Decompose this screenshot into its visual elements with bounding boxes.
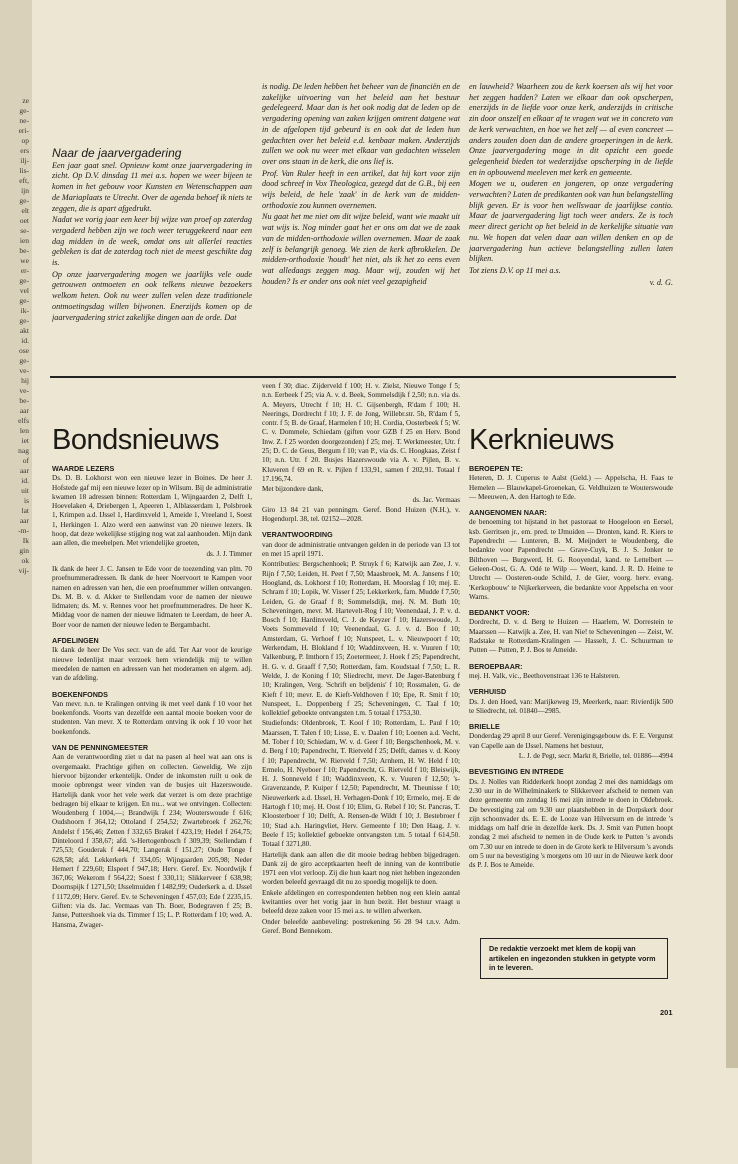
- kerknieuws-column: [469, 458, 673, 928]
- gutter-fragment: be-: [19, 396, 29, 405]
- editorial-notice-box: [480, 938, 668, 979]
- gutter-fragment: aar: [19, 466, 29, 475]
- gutter-fragment: ge-: [19, 106, 29, 115]
- editorial-notice: De redaktie verzoekt met klem de kopij van artikelen en ingezonden stukken in getypte vorm in te leveren.: [489, 944, 656, 972]
- verantwoording-paragraph: Onder beleefde aanbeveling: postrekening 56 28 94 t.n.v. Adm. Geref. Bond Bennekom.: [262, 917, 460, 935]
- gutter-fragment: ge-: [19, 356, 29, 365]
- gutter-fragment: elfs: [18, 416, 29, 425]
- section-heading: BEROEPBAAR:: [469, 661, 523, 671]
- gutter-fragment: ge-: [19, 196, 29, 205]
- gutter-fragment: aar: [19, 516, 29, 525]
- verantwoording-column: [262, 382, 460, 1018]
- adjacent-page-gutter: [0, 0, 32, 1164]
- verantwoording-paragraph: van door de administratie ontvangen gelden in de periode van 13 tot en met 15 april 1971.: [262, 540, 460, 559]
- gutter-fragment: oet: [19, 216, 29, 225]
- gutter-fragment: ers: [20, 146, 29, 155]
- section-text: Aan de verantwoording ziet u dat na pasen al heel wat aan ons is overgemaakt. Prachtige giften en collecten. Geweldig. We zijn hiervoor bijzonder erkentelijk. Onder de inkomsten ruilt u ook de mooie opbrengst weer vinden van de busjes uit Hazerswoude. Hartelijk dank voor het vele werk dat verzet is om deze prachtige bedragen bij elkaar te krijgen. En nu... wat we ontvingen. Collecten: Woudenberg f 1004,—; Brandwijk f 234; Wouterswoude f 616; Oudshoorn f 364,12; Ottoland f 254,52; Zwartebroek f 262,76; Andelst f 156,46; Zetten f 332,65 Brakel f 423,19; Hedel f 264,75; Dinteloord f 358,67; afd. 's-Hertogenbosch f 309,39; Stellendam f 725,53; Gouderak f 444,70; Langerak f 151,27; Oude Tonge f 628,58; afd. Lekkerkerk f 334,05; Wijngaarden 205,98; Neder Hemert f 229,60; Elspeet f 947,18; Herv. Geref. Ev. Noordwijk f 367,06; Wekerom f 564,22; Soest f 330,11; Slikkerveer f 638,98; Doornspijk f 1271,50; IJsselmuiden f 1482,99; Ouderkerk a. d. IJssel f 1172,09; Herv. Geref. Ev. te Scheveningen f 457,03; Ede f 2235,15. Giften: via ds. Jac. Vermaas van Th. Boer, Bodegraven f 25; B. Janse, Puttershoek via ds. Timmer f 15; L. P. Rotterdam f 10; wed. A. Hansma, Zwager-: [52, 753, 252, 929]
- gutter-fragment: ijn: [21, 186, 29, 195]
- gutter-fragment: gin: [19, 546, 29, 555]
- section-text: mej. H. Valk, vic., Beethovenstraat 136 te Halsteren.: [469, 671, 620, 680]
- section-text: Donderdag 29 april 8 uur Geref. Verenigingsgebouw ds. F. E. Vergunst van Capelle aan de IJssel. Namens het bestuur,: [469, 732, 673, 750]
- gutter-fragment: ge-: [19, 276, 29, 285]
- section-heading: VAN DE PENNINGMEESTER: [52, 743, 149, 753]
- gutter-fragment: iet: [21, 436, 29, 445]
- jaarvergadering-col-1: [52, 148, 252, 370]
- gutter-fragment: er-: [20, 266, 29, 275]
- gutter-fragment: ne-: [19, 116, 29, 125]
- gutter-fragment: ok: [21, 556, 29, 565]
- gutter-fragment: se-: [20, 226, 29, 235]
- gutter-fragment: ve-: [19, 366, 29, 375]
- section-signature: ds. J. J. Timmer: [206, 549, 252, 558]
- section-text: Dordrecht, D. v. d. Berg te Huizen — Haarlem, W. Dorrestein te Maarssen — Katwijk a. Zee, H. van Nie! te Scheveningen — Zeist, W. Radstake te Rotterdam-Kralingen — Hasselt, J. C. Schuurman te Putten — Putten, P. J. Bos te Ameide.: [469, 618, 673, 655]
- gutter-fragment: of: [22, 456, 29, 465]
- thanks-line: Met bijzondere dank,: [262, 485, 324, 494]
- verantwoording-paragraph: Hartelijk dank aan allen die dit mooie bedrag hebben bijgedragen. Dank zij de giro acceptkaarten heeft de inning van de kontributie 1971 een vlot verloop. Zij die hun kaart nog niet hebben ingezonden worden beleefd gevraagd dit nu zo spoedig mogelijk te doen.: [262, 850, 460, 887]
- gutter-fragment: op: [21, 136, 29, 145]
- gutter-fragment: ilj-: [20, 156, 29, 165]
- bondsnieuws-title: Bondsnieuws: [52, 424, 219, 456]
- gutter-fragment: we: [20, 256, 29, 265]
- section-text: Ik dank de heer De Vos secr. van de afd. Ter Aar voor de keurige nieuwe ledenlijst maar verzoek hem vriendelijk mij te willen meedelen de namen en adressen van het moderamen en algem. adj. van de afdeling.: [52, 646, 252, 683]
- section-text: Ds. D. B. Lokhorst won een nieuwe lezer in Boines. De heer J. Hofstede gaf mij een nieuwe lezer op in Wilsum. Bij de administratie kwamen 18 adressen binnen: Rotterdam 1, Wijngaarden 2, Delft 1, Hoevelaken 4, Driebergen 1, Apeeren 1, Alblasserdam 1, Polsbroek 1, Krimpen a.d. IJssel 1, Hardinxveld 1, Ameide 1, Vreeland 1, Soest 1, Herkingen 1. Alzo werd een aanwinst van 20 nieuwe lezers. Ik hoop, dat deze wekelijkse stijging nog wat zal aanhouden. Mijn dank aan allen, die meehelpen. Met vriendelijke groeten,: [52, 474, 252, 548]
- kerknieuws-title: Kerknieuws: [469, 424, 614, 456]
- verantwoording-heading: VERANTWOORDING: [262, 530, 333, 540]
- article-paragraph: Een jaar gaat snel. Opnieuw komt onze jaarvergadering in zicht. Op D.V. dinsdag 11 mei a.s. hopen we weer bijeen te komen in het gebouw voor Kunsten en Wetenschappen aan de Mariaplaats te Utrecht. Over de agenda behoef ik niets te zeggen, die is apart afgedrukt.: [52, 160, 252, 213]
- gutter-fragment: id.: [21, 336, 29, 345]
- section-heading: BEVESTIGING EN INTREDE: [469, 767, 564, 777]
- article-paragraph: is nodig. De leden hebben het beheer van de financiën en de zakelijke uitvoering van het beleid aan het bestuur gedelegeerd. Maar dan is het ook nodig dat de leden op de vergadering opening van zaken krijgen omtrent datgene wat in de afgelopen tijd gebeurd is en ook dat de leden hun gedachten over het beleid e.d. kenbaar maken. Anderzijds zullen we ook nu weer met elkaar van gedachten wisselen over ons staan in de kerk, die ons lief is.: [262, 82, 460, 166]
- page-number: 201: [660, 1008, 673, 1017]
- section-heading: BRIELLE: [469, 722, 500, 732]
- gutter-fragment: is: [23, 496, 29, 505]
- gutter-fragment: uit: [21, 486, 29, 495]
- verantwoording-paragraph: Studiefonds: Oldenbroek, T. Kool f 10; Rotterdam, L. Paul f 10; Maarssen, T. Talen f 10; Lisse, E. v. Daalen f 10; Loenen a.d. Vecht, M. Tober f 10; Schiedam, W. v. d. Geer f 10; Bergschenhoek, M. v. d. Berg f 10; Papendrecht, T. Rietveld f 25; Delft, dames v. d. Kooy f 10; Papendrecht, W. Rietveld f 7,50; Arnhem, H. W. Held f 10; Ermelo, H. Nyeboer f 10; Papendrecht, G. Rietveld f 10; Bleiswijk, H. J. Sonneveld f 10; Waddinxveen, K. v. Vuuren f 12,50; 's-Gravenzande, P. Kuiper f 12,50; Papendrecht, M. Theunisse f 10; Nieuwerkerk a.d. IJssel, H. Verhagen-Donk f 10; Ermelo, mej. E de Hartogh f 10; mej. H. Oost f 10; Elim, G. Rebel f 10; St. Pancras, T. Kloosterboer f 10; Delft, A. Rensen-de Wildt f 10; J. Bestebroer f 10; Stad a.h. Haringvliet, Herv. Gemeente f 10; Den Haag, J. v. Beele f 15; kollektief geboekte ontvangsten t.m. 5 totaal f 614,50. Totaal f 3271,80.: [262, 719, 460, 849]
- section-text: Heteren, D. J. Cuperus te Aalst (Geld.) — Appelscha, H. Faas te Hemelen — Blauwkapel-Groenekan, G. Veldhuizen te Wouterswoude — Meeuwen, A. den Hartogh te Ede.: [469, 474, 673, 501]
- gutter-fragment: elt: [21, 206, 29, 215]
- giro-line: Giro 13 84 21 van penningm. Geref. Bond Huizen (N.H.), v. Hogendorpl. 38, tel. 02152—2028.: [262, 505, 460, 524]
- section-text: Ds. J. Nolles van Ridderkerk hoopt zondag 2 mei des namiddags om 2.30 uur in de Wilhelminakerk te Slikkerveer afscheid te nemen van deze gemeente om zondag 16 mei zijn intrede te doen in Oldebroek. De bevestiging zal om 9.30 uur plaatshebben in de Dorpskerk door zijn schoonvader ds. E. E. de Looze van Hilversum en de intrede 's middags om half drie in dezelfde kerk. Ds. J. Smit van Putten hoopt zondag 2 mei afscheid te nemen in de Oude kerk te Putten 's avonds om 7.30 uur en intrede te doen in de Grote kerk te Hilversum 's avonds om 5 uur na bevestiging 's morgens om 10 uur in de Nieuwe kerk door ds P. J. Bos te Ameide.: [469, 777, 673, 870]
- article-paragraph: en lauwheid? Waarheen zou de kerk koersen als wij het voor het zeggen hadden? Laten we elkaar dan ook opscherpen, enerzijds in de liefde voor onze kerk, anderzijds in critische zin door onszelf en elkaar af te vragen wat we in concreto van de kerk verwachten, en hoe we het zelf — al even concreet — anders zouden doen dan de andere groeperingen in de kerk. Onze jaarvergadering moge in dit opzicht een goede gelegenheid bieden tot wederzijdse opscherping in de liefde en in opbouwend meeleven met kerk en gemeente.: [469, 82, 673, 177]
- jaarvergadering-col-3: [469, 82, 673, 370]
- giften-continued: veen f 30; diac. Zijderveld f 100; H. v. Zielst, Nieuwe Tonge f 5; n.n. Eerbeek f 25; via A. v. d. Beek, Sommelsdijk f 2,50; n.n. via ds. A. Meyers, Utrecht f 10; H. C. Gijsenbergh, R'dam f 100; H. Neerings, Dordrecht f 10; J. F. de Jong, Willebr.str. 5b, R'dam f 5, contr. f 5; B. de Graaf, Harmelen f 10; H. Cordia, Oosterbeek f 5; W. C. v. Dommele, Schiedam (giften voor GZB f 25 en Herv. Bond Inw. Z. f 25 worden doorgezonden) f 25; mej. T. Werkmeester, Utr. f 25; D. C. de Geus, Bergum f 10; van P., via ds. C. Hoogkaas, Zeist f 10; n.n. Utr. f 20. Busjes Hazerswoude via A. v. Pijlen, B. v. Kluveren f 69 en R. v. Pijlen f 133,91, samen f 202,91. Totaal f 17.196,74.: [262, 382, 460, 483]
- gutter-fragment: Ik: [22, 536, 29, 545]
- article-paragraph: Prof. Van Ruler heeft in een artikel, dat hij kort voor zijn dood schreef in Vox Theologica, gezegd dat de G.B., bij een wijs beleid, de hele 'zaak' in de kerk van de midden-orthodoxie zou kunnen overnemen.: [262, 168, 460, 210]
- section-heading: AFDELINGEN: [52, 636, 99, 646]
- gutter-fragment: ose: [19, 346, 29, 355]
- bondsnieuws-column: [52, 458, 252, 1018]
- gutter-fragment: ien: [19, 236, 29, 245]
- gutter-fragment: id.: [21, 476, 29, 485]
- gutter-fragment: vel: [19, 286, 29, 295]
- gutter-fragment: ve-: [19, 386, 29, 395]
- verantwoording-paragraph: Enkele afdelingen en correspondenten hebben nog een klein aantal kwitanties over het vorig jaar in hun bezit. Het bestuur vraagt u beleefd deze zaken voor 15 mei a.s. te willen afwerken.: [262, 888, 460, 916]
- signature: ds. Jac. Vermaas: [412, 495, 460, 504]
- section-heading: AANGENOMEN NAAR:: [469, 508, 547, 518]
- section-signature: L. J. de Pegt, secr. Markt 8, Brielle, tel. 01886—4994: [518, 752, 673, 761]
- section-divider: [50, 376, 676, 378]
- page-edge: [726, 0, 738, 1068]
- section-text: Ds. J. den Hoed, van: Marijkeweg 19, Meerkerk, naar: Rivierdijk 500 te Sliedrecht, tel. 01840—2985.: [469, 697, 673, 715]
- gutter-fragment: ze: [22, 96, 29, 105]
- section-text: de benoeming tot hijstand in het pastoraat te Hoogeloon en Eersel, ksb. Gerritsen jr., em. pred. te IJmuiden — Dronten, kand. R. Kiers te Papendrecht — Lunteren, B. M. Meijndert te Woudenberg, die bedankte voor Papendrecht — Grave-Cuyk, B. J. S. Jonker te Bilthoven — Burgwerd, H. G. Rooyendal, kand. te Lettelbert — Geleen-Oost, G. A. Odé te Wilp — Weert, kand. J. R. D. Heine te Utrecht — Oosteren-oude Schild, J. de Gier, voorg. herv. evang. 'Kerkopbouw' te Nijkerkerveen, die bedankte voor Appelscha en voor Warns.: [469, 518, 673, 601]
- gutter-fragment: hij: [21, 376, 29, 385]
- article-paragraph: Mogen we u, ouderen en jongeren, op onze vergadering verwachten? Laten de predikanten ook van hun belangstelling blijk geven. Er is voor hen wellswaar de jaarlijkse contio. Maar de jaarvergadering ligt toch weer anders. Ze is toch meer direct gericht op het beleid in de kerkelijke situatie van nu. We hopen dat velen daar aan willen denken en op de jaarvergadering hun actieve belangstelling zullen laten blijken.: [469, 179, 673, 264]
- jaarvergadering-col-2: [262, 82, 460, 370]
- section-heading: BEROEPEN TE:: [469, 464, 523, 473]
- gutter-fragment: ge-: [19, 296, 29, 305]
- article-paragraph: Nu gaat het me niet om dit wijze beleid, want wie maakt uit wat wijs is. Nog minder gaat het er ons om dat we de zaak van de midden-orthodoxie willen overnemen. Maar de zaak zelf is belangrijk genoeg. We zien de kerk afbrokkelen. De midden-orthodoxie 'houdt' het niet, als ik het zo eens even wat alledaags zeggen mag. Maar wij, zouden wij het houden? Is er onder ons ook niet veel gezapigheid: [262, 212, 460, 286]
- gutter-fragment: lat: [21, 506, 29, 515]
- article-signature: v. d. G.: [649, 277, 673, 287]
- section-text: Van mevr. n.n. te Kralingen ontving ik met veel dank f 10 voor het boekenfonds. Voorts van dezelfde een aantal mooie boeken voor de studenten. Van mevr. X te Rotterdam ontving ik ook f 10 voor het boekenfonds.: [52, 699, 252, 736]
- article-paragraph: Tot ziens D.V. op 11 mei a.s.: [469, 265, 561, 275]
- section-heading: BOEKENFONDS: [52, 689, 108, 699]
- section-heading: WAARDE LEZERS: [52, 464, 115, 473]
- gutter-fragment: aar: [19, 406, 29, 415]
- gutter-fragment: akt: [19, 326, 29, 335]
- verantwoording-paragraph: Kontributies: Bergschenhoek; P. Struyk f 6; Katwijk aan Zee, J. v. Rijn f 7,50; Leiden, H. Peet f 7,50; Maasbroek, M. A. Jansens f 10; Hoogland, ds. Lokhorst f 10; Rotterdam, H. Moorslag f 10; mej. E. Schram f 10; Lopik, W. Visser f 25; Lekkerkerk, fam. Mudde f 7,50; Leiden, G. de Graaf f 8; Sommelsdijk, mej. N. M. Buth 10; Scheveningen, mevr. M. Hartevelt-Rog f 10; Veenendaal, J. P. v. d. Bosch f 10; Hardinxveld, C. J. de Keyzer f 10; Hazerswoude, J. Voets Sommeveld f 10; Veenendaal, G. J. v. d. Boo f 10; Amsterdam, G. Verhoef f 10; Nunspeet, L. v. Nieuwpoort f 10; Werkendam, H. Blokland f 10; Waddinxveen, H. v. Vuuren f 10; Valkenburg, P. Imthorn f 15; Zoetermeer, J. Hoek f 25; Papendrecht, H. G. v. d. Graaff f 7,50; Rotterdam, fam. Koudstaal f 7,50; L. R. Welde, J. de Koning f 10; Sliedrecht, mevr. De Jager-Batenburg f 10; Kralingen, Verg. 'Schrift en beljdenis' f 10; Rossmalen, G. de Kieft f 10; mevr. E. de Kieft-Veldhoven f 10; Epe, R. Smit f 10; Nunspeet, L. Doppenberg f 25; Scheveningen, C. Taal f 10; kollektief geboekte ontvangsten t.m. 5 totaal f 1753,30.: [262, 560, 460, 718]
- gutter-fragment: eri-: [18, 126, 29, 135]
- article-heading: Naar de jaarvergadering: [52, 148, 182, 160]
- gutter-fragment: lis-: [19, 166, 29, 175]
- section-heading: VERHUISD: [469, 687, 507, 697]
- gutter-fragment: eft,: [19, 176, 29, 185]
- gutter-fragment: ge-: [19, 316, 29, 325]
- section-text: Ik dank de heer J. C. Jansen te Ede voor de toezending van plm. 70 proefnummeradressen. Ik dank de heer Noervoort te Kampen voor namen en adressen van hen, die een proefnummer willen ontvangen. Ds. M. B. v. d. Akker te Stellendam voor de namen der nieuwe lidmaten; ds. M. v. Rennes voor het proefnummeradres. De heer K. Middag voor de namen der nieuwe lidmaten te Leerdam, de heer A. Boer voor de namen der nieuwe leden te Bergambacht.: [52, 564, 252, 629]
- gutter-fragment: vij-: [18, 566, 29, 575]
- gutter-fragment: nag: [18, 446, 29, 455]
- gutter-fragment: len: [19, 426, 29, 435]
- gutter-fragment: be-: [19, 246, 29, 255]
- section-heading: BEDANKT VOOR:: [469, 608, 530, 618]
- article-paragraph: Op onze jaarvergadering mogen we jaarlijks vele oude getrouwen ontmoeten en ook telkens nieuwe bezoekers welkom heten. Ook nu weer zullen velen deze traditionele ontmoetingsdag willen bijwonen. Enerzijds komen op de jaarvergadering strict zakelijke dingen aan de orde. Dat: [52, 269, 252, 322]
- article-paragraph: Nadat we vorig jaar een keer bij wijze van proef op zaterdag vergaderd hebben zijn we toch weer teruggekeerd naar een dag midden in de week, omdat ons uit allerlei reacties gebleken is dat de zaterdag toch niet de meest geschikte dag is.: [52, 215, 252, 268]
- gutter-fragment: ik-: [20, 306, 29, 315]
- gutter-fragment: -m-: [18, 526, 29, 535]
